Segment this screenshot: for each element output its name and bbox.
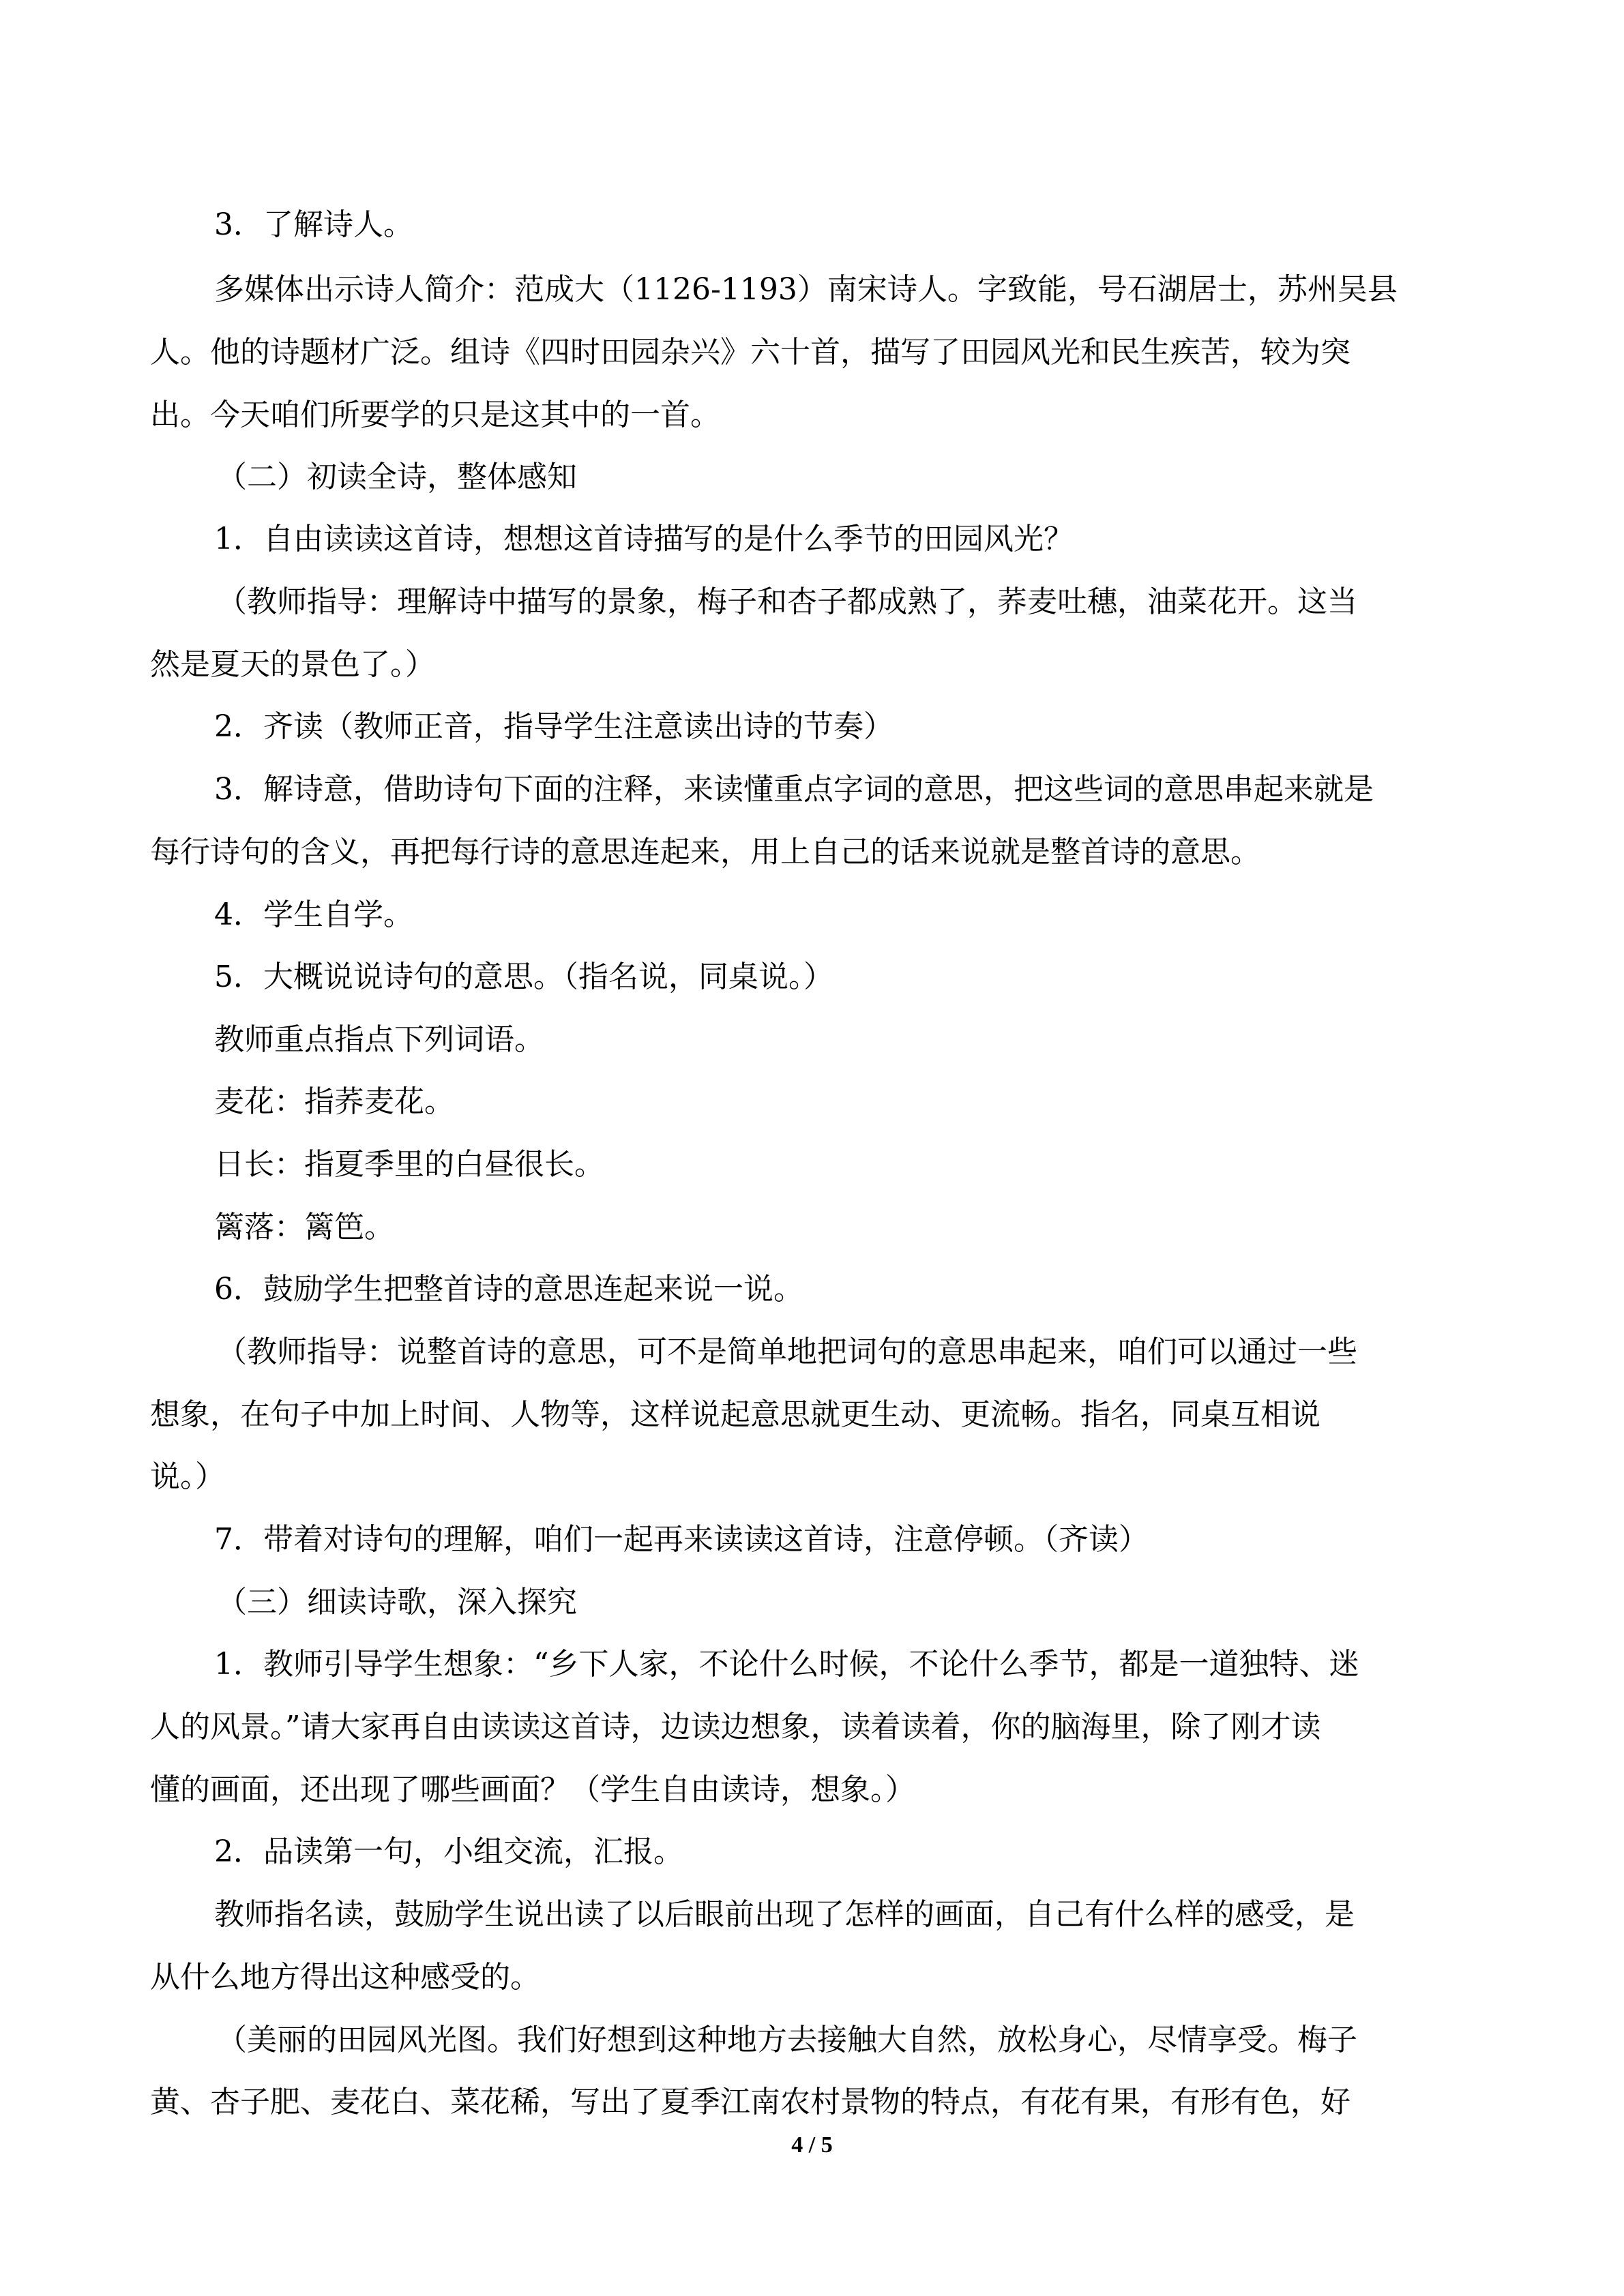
paragraph-line: 出。今天咱们所要学的只是这其中的一首。 — [150, 398, 720, 432]
paragraph-line: 人。他的诗题材广泛。组诗《四时田园杂兴》六十首，描写了田园风光和民生疾苦，较为突 — [150, 335, 1350, 370]
paragraph-line: 2．品读第一句，小组交流，汇报。 — [214, 1834, 683, 1869]
paragraph-line: 从什么地方得出这种感受的。 — [150, 1960, 540, 1995]
paragraph-line: （教师指导：说整首诗的意思，可不是简单地把词句的意思串起来，咱们可以通过一些 — [217, 1335, 1357, 1369]
paragraph-line: 4．学生自学。 — [214, 897, 413, 932]
page-number: 4 / 5 — [791, 2132, 833, 2158]
section-heading: （二）初读全诗，整体感知 — [217, 460, 577, 494]
paragraph-line: 6．鼓励学生把整首诗的意思连起来说一说。 — [214, 1272, 803, 1307]
paragraph-line: 说。） — [150, 1459, 225, 1494]
paragraph-line: 3．了解诗人。 — [214, 207, 413, 242]
paragraph-line: 然是夏天的景色了。） — [150, 647, 435, 682]
paragraph-line: 3．解诗意，借助诗句下面的注释，来读懂重点字词的意思，把这些词的意思串起来就是 — [214, 772, 1374, 807]
paragraph-line: 黄、杏子肥、麦花白、菜花稀，写出了夏季江南农村景物的特点，有花有果，有形有色，好 — [150, 2085, 1350, 2119]
paragraph-line: 教师重点指点下列词语。 — [214, 1022, 544, 1057]
paragraph-line: 5．大概说说诗句的意思。（指名说，同桌说。） — [214, 959, 833, 994]
paragraph-line: 懂的画面，还出现了哪些画面？（学生自由读诗，想象。） — [150, 1772, 915, 1807]
paragraph-line: 人的风景。”请大家再自由读读这首诗，边读边想象，读着读着，你的脑海里，除了刚才读 — [150, 1710, 1321, 1744]
paragraph-line: 教师指名读，鼓励学生说出读了以后眼前出现了怎样的画面，自己有什么样的感受，是 — [214, 1897, 1355, 1932]
paragraph-line: 1．教师引导学生想象：“乡下人家，不论什么时候，不论什么季节，都是一道独特、迷 — [214, 1647, 1359, 1682]
paragraph-line: （美丽的田园风光图。我们好想到这种地方去接触大自然，放松身心，尽情享受。梅子 — [217, 2023, 1357, 2057]
paragraph-line: 每行诗句的含义，再把每行诗的意思连起来，用上自己的话来说就是整首诗的意思。 — [150, 835, 1260, 869]
paragraph-line: 麦花：指荞麦花。 — [214, 1084, 454, 1119]
paragraph-line: （教师指导：理解诗中描写的景象，梅子和杏子都成熟了，荞麦吐穗，油菜花开。这当 — [217, 584, 1357, 619]
paragraph-line: 7．带着对诗句的理解，咱们一起再来读读这首诗，注意停顿。（齐读） — [214, 1522, 1149, 1557]
paragraph-line: 篱落：篱笆。 — [214, 1210, 394, 1244]
paragraph-line: 想象，在句子中加上时间、人物等，这样说起意思就更生动、更流畅。指名，同桌互相说 — [150, 1397, 1320, 1432]
paragraph-line: 2．齐读（教师正音，指导学生注意读出诗的节奏） — [214, 709, 894, 744]
section-heading: （三）细读诗歌，深入探究 — [217, 1585, 577, 1620]
paragraph-line: 1．自由读读这首诗，想想这首诗描写的是什么季节的田园风光？ — [214, 522, 1074, 556]
paragraph-line: 多媒体出示诗人简介：范成大（1126-1193）南宋诗人。字致能，号石湖居士，苏州吴县 — [214, 272, 1398, 307]
paragraph-line: 日长：指夏季里的白昼很长。 — [214, 1147, 604, 1182]
